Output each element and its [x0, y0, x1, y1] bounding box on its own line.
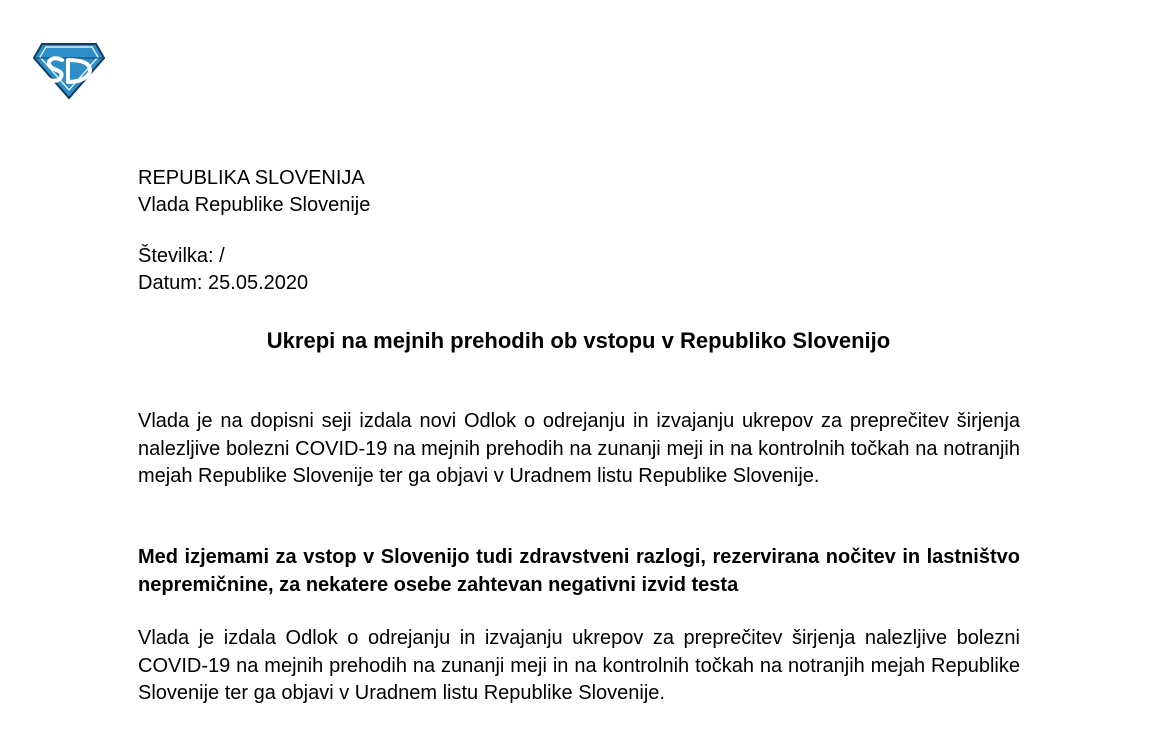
diamond-logo-icon: [32, 40, 106, 100]
paragraph-first: Vlada je na dopisni seji izdala novi Odlok o odrejanju in izvajanju ukrepov za preprečitev širjenja nalezljive bolezni COVID-19 na mejnih prehodih na zunanji meji in na kontrolnih točkah na notranjih mejah Republike Slovenije ter ga objavi v Uradnem listu Republike Slovenije.: [138, 410, 1020, 487]
document-title: Ukrepi na mejnih prehodih ob vstopu v Republiko Slovenijo: [266, 328, 891, 353]
document-number: Številka: /: [138, 245, 225, 267]
issuer-block: [138, 165, 370, 219]
document-date: Datum: 25.05.2020: [138, 272, 309, 294]
document-meta: [138, 243, 308, 297]
sd-diamond-logo: [32, 40, 106, 100]
paragraph-subheading: Med izjemami za vstop v Slovenijo tudi zdravstveni razlogi, rezervirana nočitev in lastništvo nepremičnine, za nekatere osebe zahtevan negativni izvid testa: [138, 546, 1020, 596]
government-name: Vlada Republike Slovenije: [138, 194, 371, 216]
country-name: REPUBLIKA SLOVENIJA: [138, 167, 365, 189]
paragraph-second: Vlada je izdala Odlok o odrejanju in izvajanju ukrepov za preprečitev širjenja nalezljive bolezni COVID-19 na mejnih prehodih na zunanji meji in na kontrolnih točkah na notranjih mejah Republike Slovenije ter ga objavi v Uradnem listu Republike Slovenije.: [138, 627, 1020, 704]
